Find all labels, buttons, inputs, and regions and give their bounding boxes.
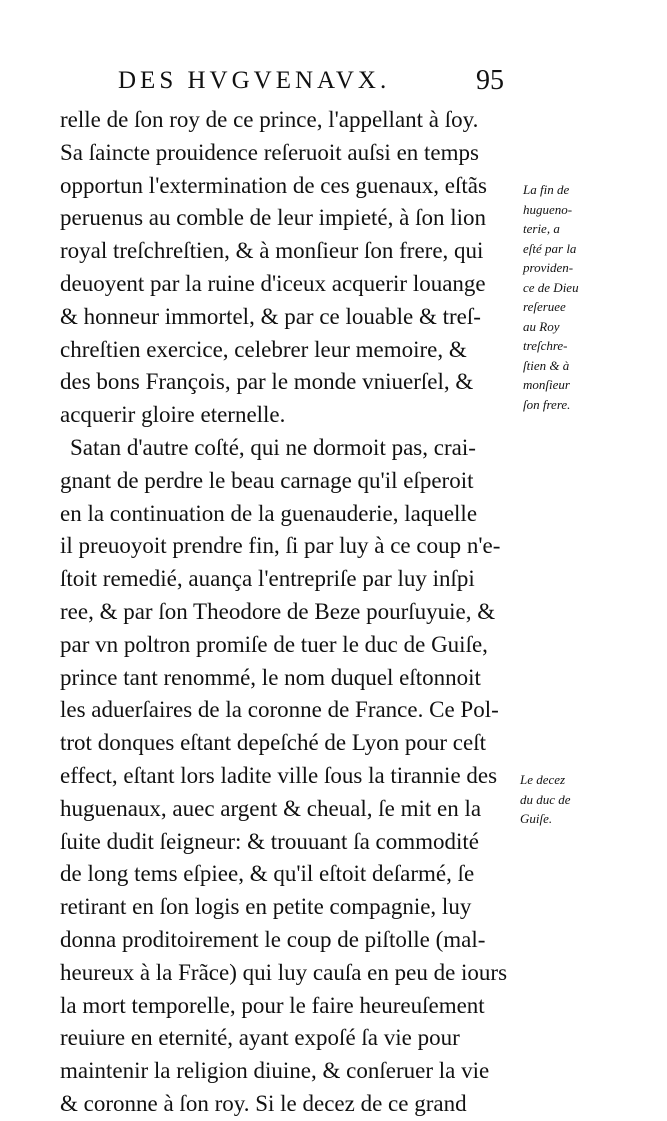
margin-note-line: au Roy [523, 318, 560, 334]
margin-note-line: treſchre- [523, 338, 568, 353]
text-line: maintenir la religion diuine, & conſeruer la vie [60, 1058, 490, 1084]
margin-note-line: Guiſe. [520, 811, 553, 826]
margin-note-line: providen- [523, 260, 574, 275]
margin-note-providence [523, 180, 663, 414]
text-line: ſtoit remedié, auança l'entrepriſe par luy inſpi [60, 566, 475, 592]
margin-note-line: terie, a [523, 221, 560, 236]
text-line: trot donques eſtant depeſché de Lyon pour ceſt [60, 730, 487, 756]
text-line: opportun l'extermination de ces guenaux, eſtãs [60, 172, 487, 198]
margin-note-line: monſieur [523, 377, 570, 392]
margin-note-line: ſon frere. [523, 396, 571, 412]
text-line: prince tant renommé, le nom duquel eſtonnoit [60, 664, 481, 690]
text-line: royal treſchreſtien, & à monſieur ſon frere, qui [60, 238, 484, 264]
text-line: de long tems eſpiee, & qu'il eſtoit deſarmé, ſe [60, 861, 475, 887]
text-line: la mort temporelle, pour le faire heureuſement [60, 992, 485, 1018]
text-line: retirant en ſon logis en petite compagnie, luy [60, 894, 472, 920]
text-line: chreſtien exercice, celebrer leur memoire, & [60, 336, 467, 362]
margin-note-line: eſté par la [523, 240, 577, 256]
margin-note-line: Le decez [520, 772, 566, 787]
text-line: Sa ſaincte prouidence reſeruoit auſsi en temps [60, 139, 479, 165]
margin-note-line: ſtien & à [523, 357, 570, 373]
text-line: ree, & par ſon Theodore de Beze pourſuyuie, & [60, 598, 496, 624]
running-title: DES HVGVENAVX. [118, 67, 391, 94]
margin-note-line: ce de Dieu [523, 279, 579, 295]
text-line: en la continuation de la guenauderie, laquelle [60, 500, 478, 526]
margin-note-line: reſeruee [523, 299, 566, 314]
text-line: ſuite dudit ſeigneur: & trouuant ſa commodité [60, 828, 480, 854]
margin-note-line: hugueno- [523, 201, 573, 217]
text-line: effect, eſtant lors ladite ville ſous la tirannie des [60, 762, 498, 788]
text-line: relle de ſon roy de ce prince, l'appellant à ſoy. [60, 107, 479, 132]
text-line: Satan d'autre coſté, qui ne dormoit pas, crai- [70, 434, 476, 460]
text-line: gnant de perdre le beau carnage qu'il eſperoit [60, 467, 474, 493]
page-number: 95 [476, 65, 504, 96]
text-line: les aduerſaires de la coronne de France. Ce Pol- [60, 697, 499, 723]
margin-note-guise [520, 770, 660, 829]
text-line: & coronne à ſon roy. Si le decez de ce grand [60, 1090, 467, 1116]
body-text [60, 104, 518, 1121]
text-line: heureux à la Frãce) qui luy cauſa en peu de iours [60, 959, 508, 985]
text-line: des bons François, par le monde vniuerſel, & [60, 369, 474, 395]
text-line: reuiure en eternité, ayant expoſé ſa vie pour [60, 1025, 460, 1051]
margin-note-line: du duc de [520, 791, 571, 807]
margin-note-line: La fin de [523, 182, 570, 197]
text-line: par vn poltron promiſe de tuer le duc de Guiſe, [60, 631, 488, 657]
text-line: donna proditoirement le coup de piſtolle (mal- [60, 926, 486, 952]
text-line: peruenus au comble de leur impieté, à ſon lion [60, 205, 487, 231]
text-line: deuoyent par la ruine d'iceux acquerir louange [60, 270, 486, 296]
text-line: & honneur immortel, & par ce louable & treſ- [60, 303, 481, 329]
text-line: huguenaux, auec argent & cheual, ſe mit en la [60, 795, 482, 821]
text-line: acquerir gloire eternelle. [60, 402, 286, 428]
text-line: il preuoyoit prendre fin, ſi par luy à ce coup n'e- [60, 533, 501, 559]
